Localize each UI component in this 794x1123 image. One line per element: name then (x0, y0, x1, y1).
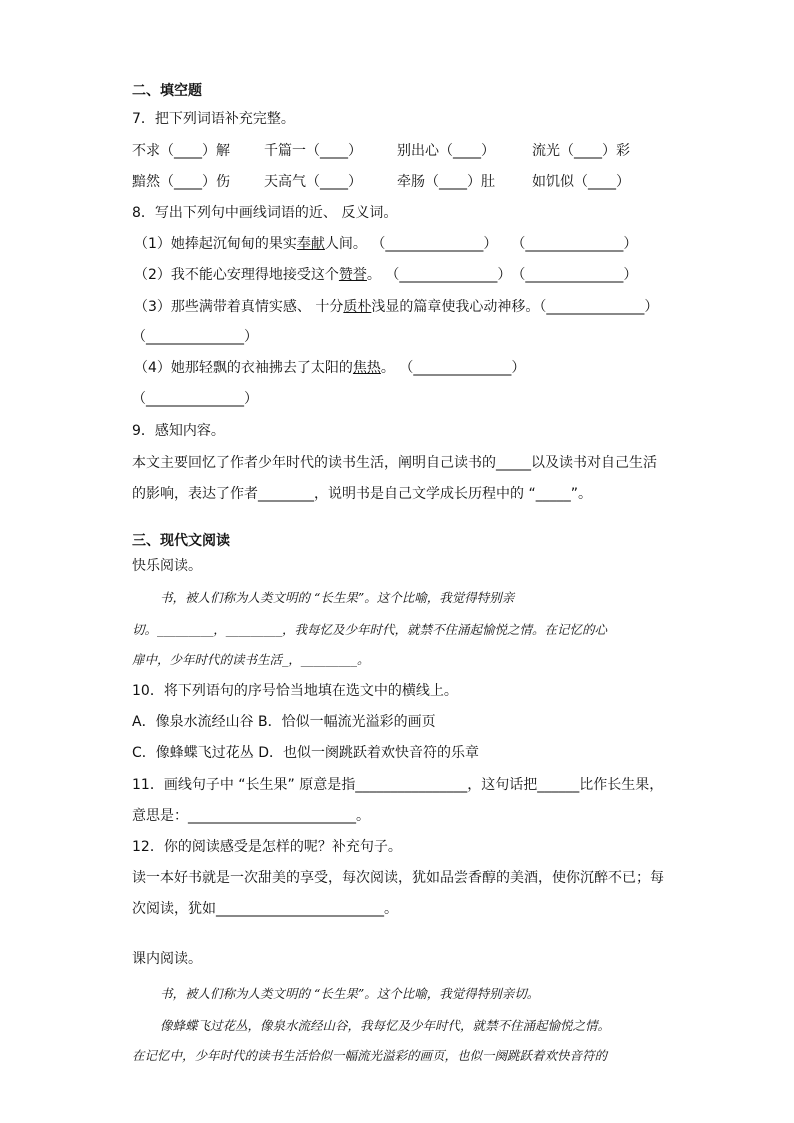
passage-1-title: 快乐阅读。 (132, 558, 202, 574)
q7-item: 千篇一（____） (264, 143, 362, 159)
question-11-line-1: 11．画线句子中 “长生果” 原意是指________________，这句话把______比作长生果， (132, 777, 664, 793)
q8-s2-text: （2）我不能心安理得地接受这个 (134, 267, 339, 283)
q8-s3-blanks: 浅显的篇章使我心动神移。（______________） (371, 299, 659, 315)
q8-s4-text: （4）她那轻飘的衣袖拂去了太阳的 (134, 360, 353, 376)
passage-2-line-2: 像蜂蝶飞过花丛，像泉水流经山谷，我每忆及少年时代，就禁不住涌起愉悦之情。 (160, 1018, 611, 1033)
q7-item: 流光（____）彩 (532, 143, 630, 159)
q8-sentence-3 (134, 298, 658, 316)
q7-item: 不求（____）解 (132, 143, 230, 159)
q8-s3-text: （3）那些满带着真情实感、 十分 (134, 299, 344, 315)
q8-s3-continuation: （______________） (132, 329, 258, 345)
q12-line-1: 读一本好书就是一次甜美的享受，每次阅读，犹如品尝香醇的美酒，使你沉醉不已；每 (132, 870, 664, 886)
q8-s2-blanks: 。 （______________） （______________） (366, 267, 638, 283)
passage-1-line-2: 切。_________，_________，我每忆及少年时代，就禁不住涌起愉悦之情。在记忆的心 (132, 622, 608, 637)
passage-2-line-3: 在记忆中，少年时代的读书生活恰似一幅流光溢彩的画页，也似一阕跳跃着欢快音符的 (132, 1048, 608, 1063)
q8-s2-underlined-word: 赞誉 (338, 267, 367, 283)
passage-2-line-1: 书，被人们称为人类文明的 “长生果”。这个比喻，我觉得特别亲切。 (160, 986, 540, 1001)
q7-item: 如饥似（____） (532, 174, 630, 190)
section-heading-fill-blank: 二、填空题 (132, 83, 202, 99)
q8-sentence-1 (134, 235, 637, 253)
q8-s3-underlined-word: 质朴 (343, 299, 372, 315)
question-12-stem: 12．你的阅读感受是怎样的呢？补充句子。 (132, 839, 402, 855)
q8-s1-underlined-word: 奉献 (296, 236, 325, 252)
q12-line-2: 次阅读，犹如________________________。 (132, 901, 398, 917)
q8-s1-text: （1）她捧起沉甸甸的果实 (134, 236, 297, 252)
question-11-line-2: 意思是：________________________。 (132, 808, 370, 824)
passage-1-line-3: 扉中，少年时代的读书生活_，_________。 (132, 652, 370, 667)
q8-sentence-2 (134, 266, 637, 284)
question-7-stem: 7．把下列词语补充完整。 (132, 111, 295, 127)
q8-s4-underlined-word: 焦热 (352, 360, 381, 376)
q10-options-ab: A．像泉水流经山谷 B．恰似一幅流光溢彩的画页 (132, 714, 436, 730)
q8-s1-blanks: 人间。 （______________） （______________） (324, 236, 638, 252)
q9-line-1: 本文主要回忆了作者少年时代的读书生活，阐明自己读书的_____以及读书对自己生活 (132, 455, 657, 471)
q10-options-cd: C．像蜂蝶飞过花丛 D．也似一阕跳跃着欢快音符的乐章 (132, 745, 480, 761)
q8-s4-blanks: 。 （______________） (380, 360, 526, 376)
q7-item: 牵肠（____）肚 (397, 174, 495, 190)
q7-item: 别出心（____） (397, 143, 495, 159)
q8-s4-continuation: （______________） (132, 391, 258, 407)
question-8-stem: 8．写出下列句中画线词语的近、 反义词。 (132, 205, 398, 221)
passage-2-title: 课内阅读。 (132, 951, 202, 967)
q7-item: 天高气（____） (264, 174, 362, 190)
q7-item: 黯然（____）伤 (132, 174, 230, 190)
passage-1-line-1: 书，被人们称为人类文明的 “长生果”。这个比喻，我觉得特别亲 (160, 590, 515, 605)
section-heading-reading: 三、现代文阅读 (132, 533, 230, 549)
question-9-stem: 9．感知内容。 (132, 423, 225, 439)
q8-sentence-4 (134, 359, 525, 377)
q9-line-2: 的影响，表达了作者________，说明书是自己文学成长历程中的 “_____”。 (132, 486, 592, 502)
question-10-stem: 10．将下列语句的序号恰当地填在选文中的横线上。 (132, 683, 458, 699)
